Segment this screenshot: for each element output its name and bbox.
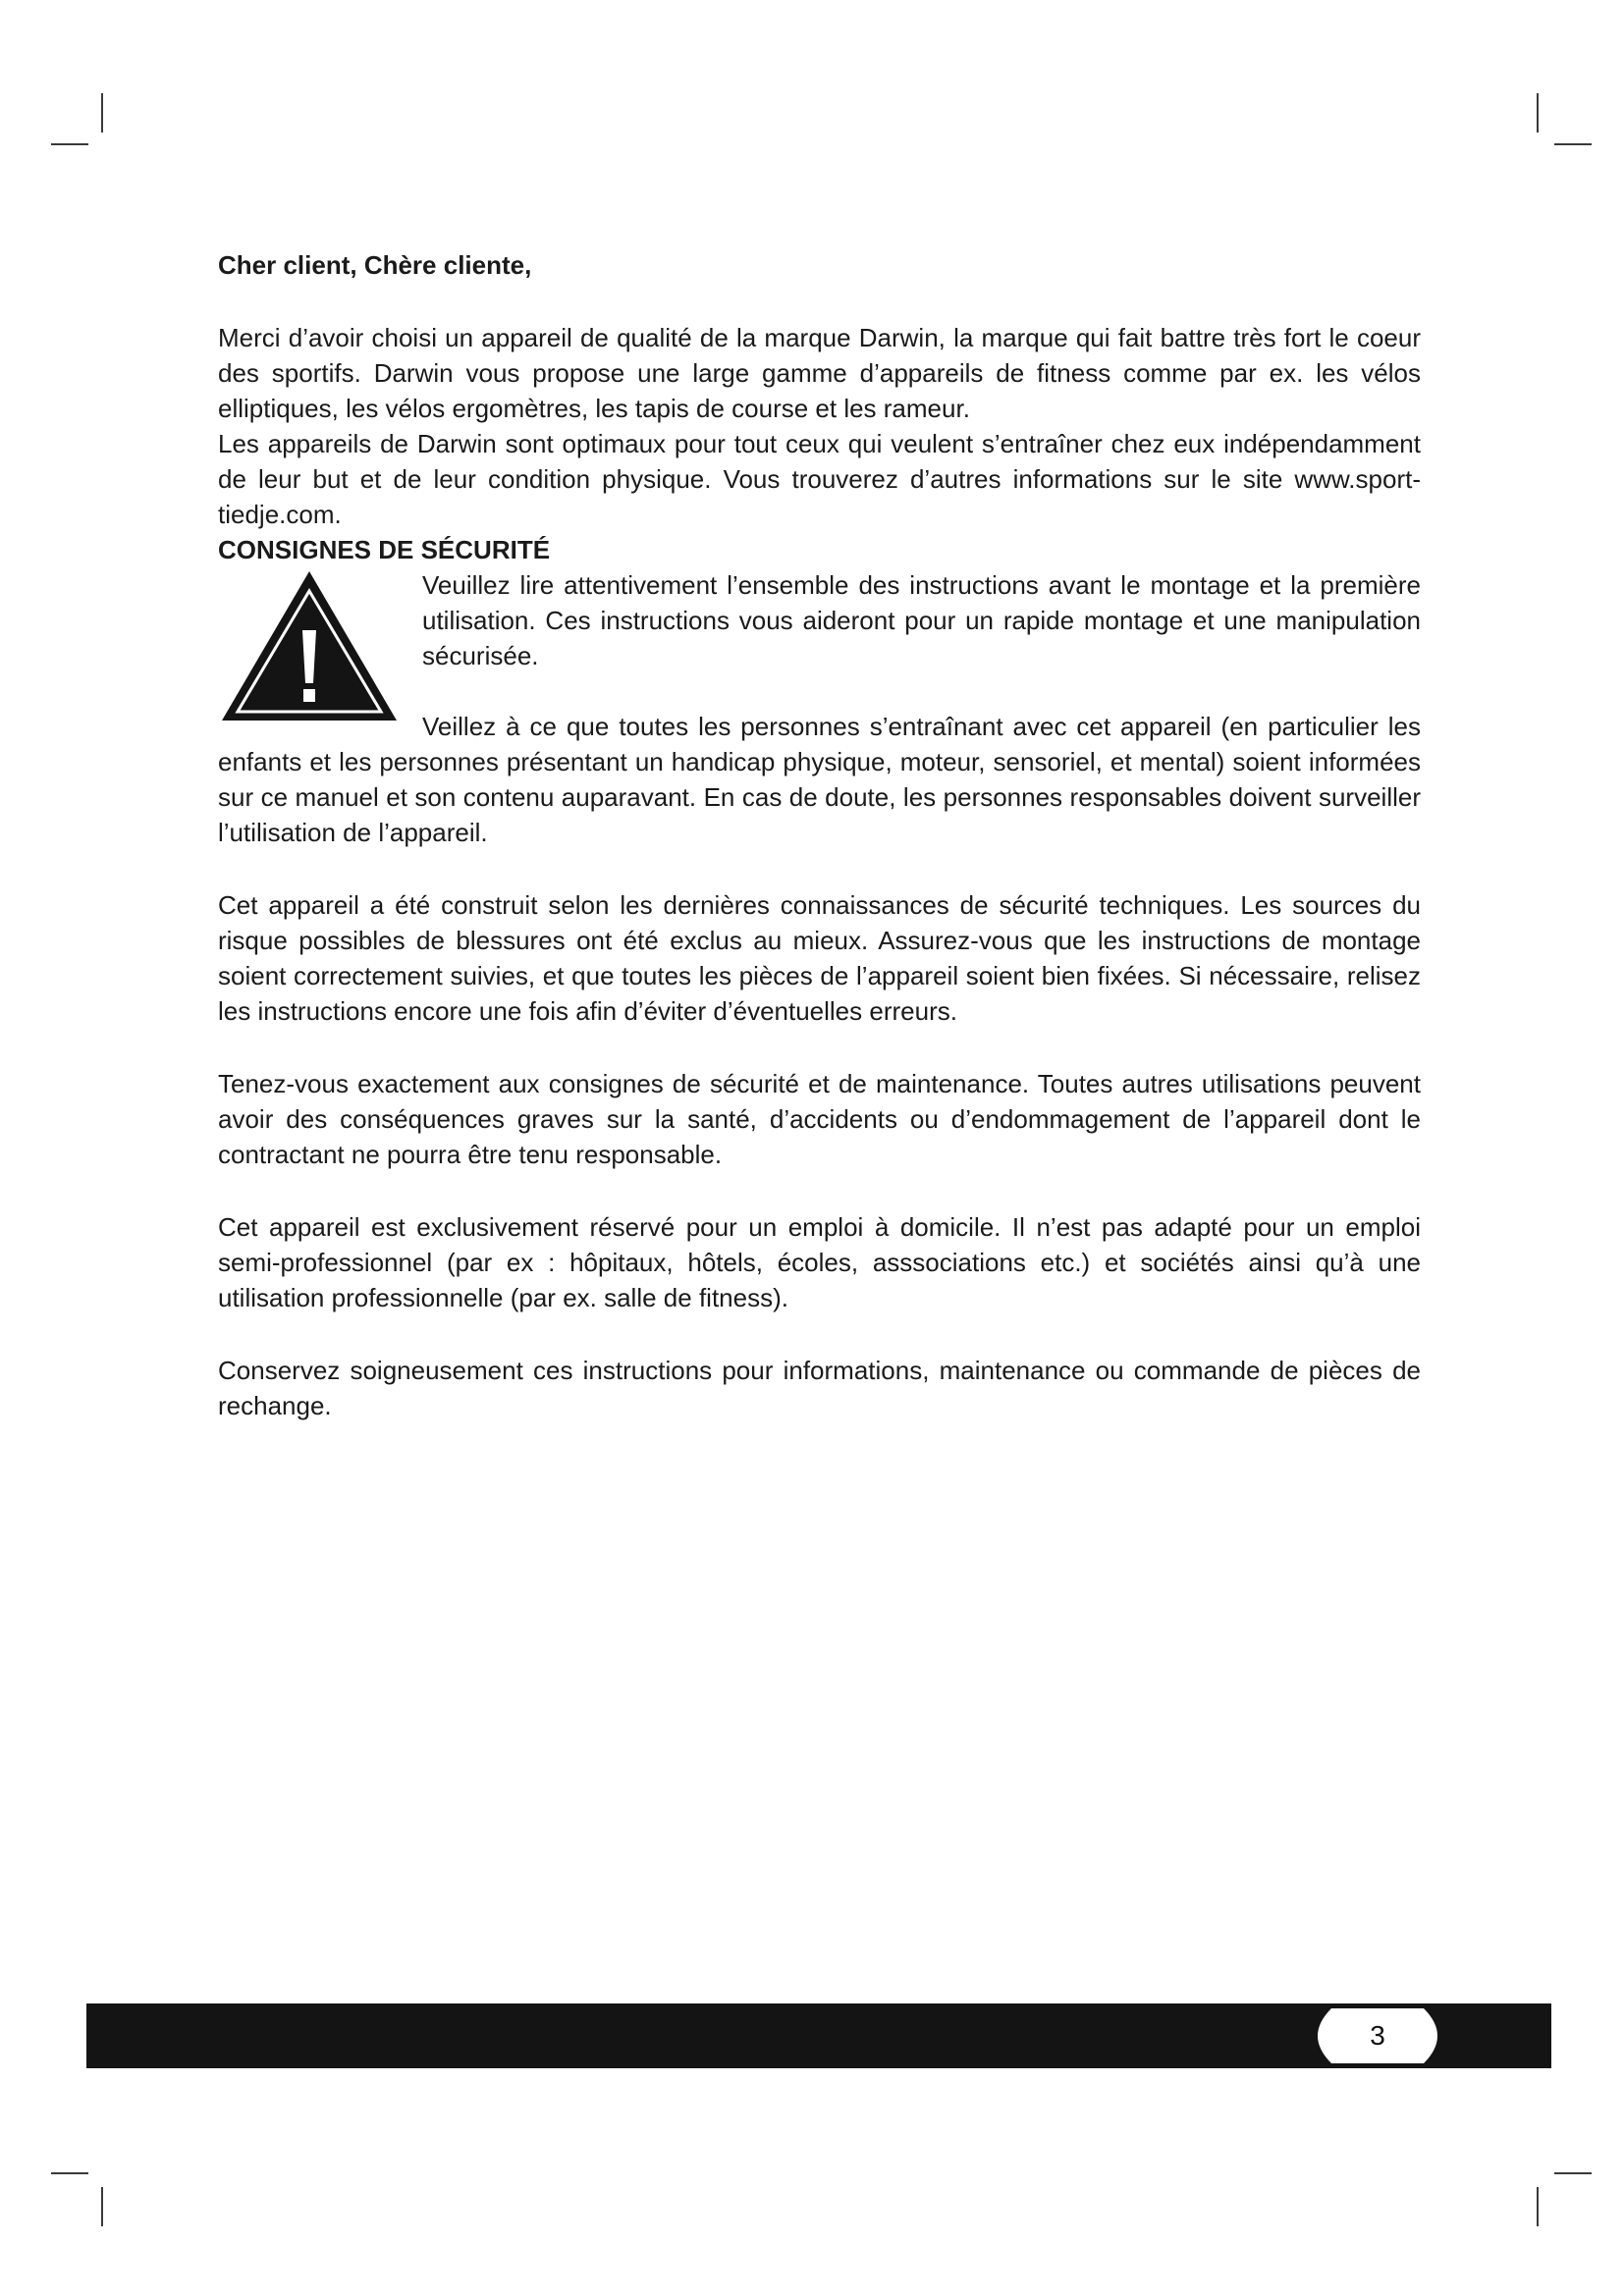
crop-mark-bottom-left-v: [101, 2187, 103, 2226]
safety-warning-block: [218, 567, 1421, 850]
warning-triangle-icon: [218, 567, 401, 724]
crop-mark-top-right-h: [1554, 143, 1592, 145]
crop-mark-bottom-right-h: [1554, 2172, 1592, 2174]
safety-paragraph-3: Cet appareil a été construit selon les dernières connaissances de sécurité techniques. Les sources du risque possibles de blessures ont été exclus au mieux. Assurez-vous que les instructions de montage soient correctement suivies, et que toutes les pièces de l’appareil soient bien fixées. Si nécessaire, relisez les instructions encore une fois afin d’éviter d’éventuelles erreurs.: [218, 890, 1421, 1026]
safety-paragraph-4: Tenez-vous exactement aux consignes de sécurité et de maintenance. Toutes autres utilisations peuvent avoir des conséquences graves sur la santé, d’accidents ou d’endommagement de l’appareil dont le contractant ne pourra être tenu responsable.: [218, 1069, 1421, 1169]
crop-mark-top-left-v: [101, 93, 103, 133]
safety-paragraph-6: Conservez soigneusement ces instructions pour informations, maintenance ou commande de pièces de rechange.: [218, 1356, 1421, 1420]
warning-triangle-svg: [218, 567, 401, 724]
page-number: 3: [1370, 2020, 1385, 2051]
crop-mark-bottom-right-v: [1537, 2187, 1539, 2226]
crop-mark-top-right-v: [1537, 93, 1539, 133]
page-content: [218, 247, 1421, 1423]
safety-paragraph-1: Veuillez lire attentivement l’ensemble des instructions avant le montage et la première utilisation. Ces instructions vous aideront pour un rapide montage et une manipulation sécurisée.: [422, 570, 1421, 670]
safety-paragraph-5: Cet appareil est exclusivement réservé pour un emploi à domicile. Il n’est pas adapté pour un emploi semi-professionnel (par ex : hôpitaux, hôtels, écoles, asssociations etc.) et sociétés ainsi qu’à une utilisation professionnelle (par ex. salle de fitness).: [218, 1212, 1421, 1312]
safety-heading: CONSIGNES DE SÉCURITÉ: [218, 535, 551, 564]
intro-paragraph-2: Les appareils de Darwin sont optimaux pour tout ceux qui veulent s’entraîner chez eux indépendamment de leur but et de leur condition physique. Vous trouverez d’autres informations sur le site www.sport-tiedje.com.: [218, 429, 1421, 529]
intro-paragraph-1: Merci d’avoir choisi un appareil de qualité de la marque Darwin, la marque qui fait battre très fort le coeur des sportifs. Darwin vous propose une large gamme d’appareils de fitness comme par ex. les vélos elliptiques, les vélos ergomètres, les tapis de course et les rameur.: [218, 323, 1421, 423]
safety-paragraph-2: Veillez à ce que toutes les personnes s’entraînant avec cet appareil (en particulier les enfants et les personnes présentant un handicap physique, moteur, sensoriel, et mental) soient informées sur ce manuel et son contenu auparavant. En cas de doute, les personnes responsables doivent surveiller l’utilisation de l’appareil.: [218, 712, 1421, 847]
crop-mark-bottom-left-h: [51, 2172, 88, 2174]
greeting-heading: Cher client, Chère cliente,: [218, 250, 532, 280]
crop-mark-top-left-h: [51, 143, 88, 145]
